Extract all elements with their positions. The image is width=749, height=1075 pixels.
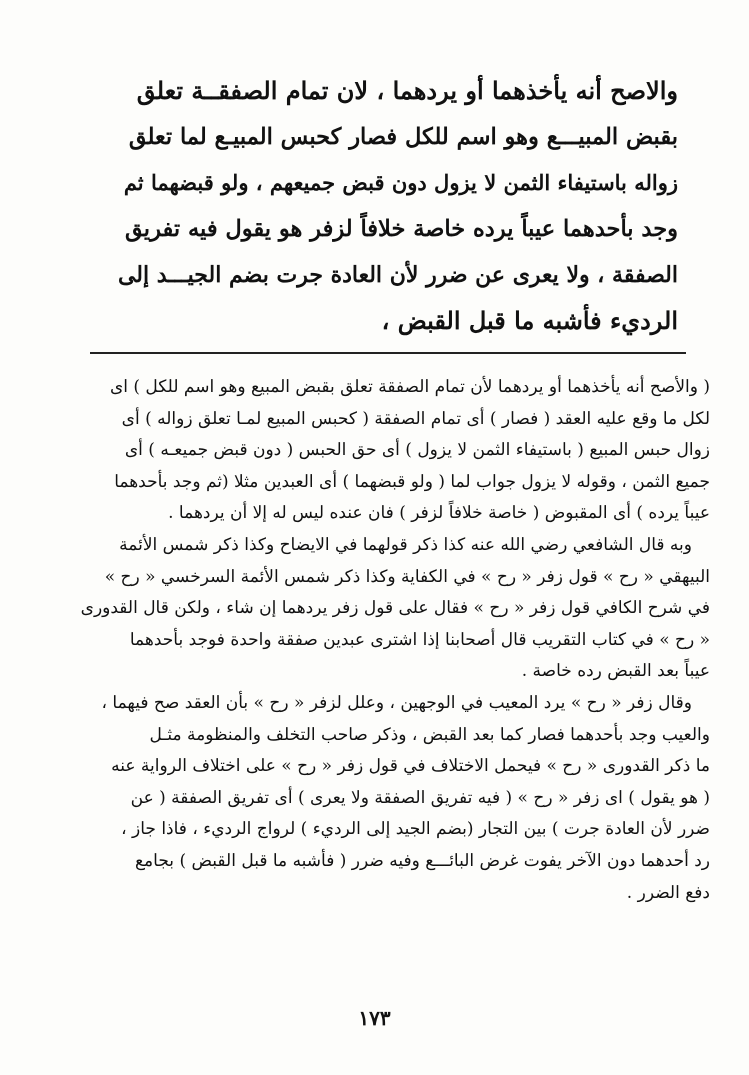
main-text-line: الرديء فأشبه ما قبل القبض ،	[381, 306, 678, 335]
commentary-line: زوال حبس المبيع ( باستيفاء الثمن لا يزول ) أى حق الحبس ( دون قبض جميعـه ) أى	[124, 440, 710, 461]
commentary-line: جميع الثمن ، وقوله لا يزول جواب لما ( ولو قبضهما ) أى العبدين مثلا (ثم وجد بأحدهما	[114, 471, 710, 492]
commentary-line: وبه قال الشافعي رضي الله عنه كذا ذكر قولهما في الايضاح وكذا ذكر شمس الأئمة	[119, 534, 692, 555]
commentary-line: وقال زفر « رح » يرد المعيب في الوجهين ، وعلل لزفر « رح » بأن العقد صح فيهما ،	[101, 692, 692, 713]
commentary-line: دفع الضرر .	[626, 882, 710, 903]
commentary-line: عيباً بعد القبض رده خاصة .	[521, 661, 710, 682]
commentary-line: عيباً يرده ) أى المقبوض ( خاصة خلافاً لزفر ) فان عنده ليس له إلا أن يردهما .	[168, 503, 710, 524]
commentary-text	[76, 372, 710, 909]
main-text-line: الصفقة ، ولا يعرى عن ضرر لأن العادة جرت بضم الجيـــد إلى	[117, 262, 678, 288]
page-number: ١٧٣	[358, 1006, 391, 1030]
commentary-line: في شرح الكافي قول زفر « رح » فقال على قول زفر يردهما إن شاء ، ولكن قال القدورى	[80, 598, 710, 619]
commentary-line: البيهقي « رح » قول زفر « رح » في الكفاية وكذا ذكر شمس الأئمة السرخسي « رح »	[104, 566, 710, 587]
commentary-line: ما ذكر القدورى « رح » فيحمل الاختلاف في قول زفر « رح » على اختلاف الرواية عنه	[111, 756, 710, 777]
commentary-line: ضرر لأن العادة جرت ) بين التجار (بضم الجيد إلى الرديء ) لرواج الرديء ، فاذا جاز ،	[121, 819, 710, 840]
commentary-line: لكل ما وقع عليه العقد ( فصار ) أى تمام الصفقة ( كحبس المبيع لمـا تعلق زواله ) أى	[121, 408, 710, 429]
commentary-line: والعيب وجد بأحدهما فصار كما بعد القبض ، وذكر صاحب التخلف والمنظومة مثـل	[149, 724, 710, 745]
section-divider	[90, 352, 686, 354]
commentary-line: « رح » في كتاب التقريب قال أصحابنا إذا اشترى عبدين صفقة واحدة فوجد بأحدهما	[129, 629, 710, 650]
main-text	[118, 68, 678, 344]
main-text-line: بقبض المبيـــع وهو اسم للكل فصار كحبس المبيـع لما تعلق	[128, 124, 678, 150]
commentary-line: ( والأصح أنه يأخذهما أو يردهما لأن تمام الصفقة تعلق بقبض المبيع وهو اسم للكل ) اى	[109, 377, 710, 397]
main-text-line: وجد بأحدهما عيباً يرده خاصة خلافاً لزفر هو يقول فيه تفريق	[125, 216, 678, 242]
main-text-line: زواله باستيفاء الثمن لا يزول دون قبض جميعهم ، ولو قبضهما ثم	[123, 170, 678, 195]
main-text-line: والاصح أنه يأخذهما أو يردهما ، لان تمام الصفقــة تعلق	[136, 76, 678, 105]
commentary-line: رد أحدهما دون الآخر يفوت غرض البائـــع وفيه ضرر ( فأشبه ما قبل القبض ) بجامع	[135, 850, 710, 871]
commentary-line: ( هو يقول ) اى زفر « رح » ( فيه تفريق الصفقة ولا يعرى ) أى تفريق الصفقة ( عن	[130, 787, 710, 808]
